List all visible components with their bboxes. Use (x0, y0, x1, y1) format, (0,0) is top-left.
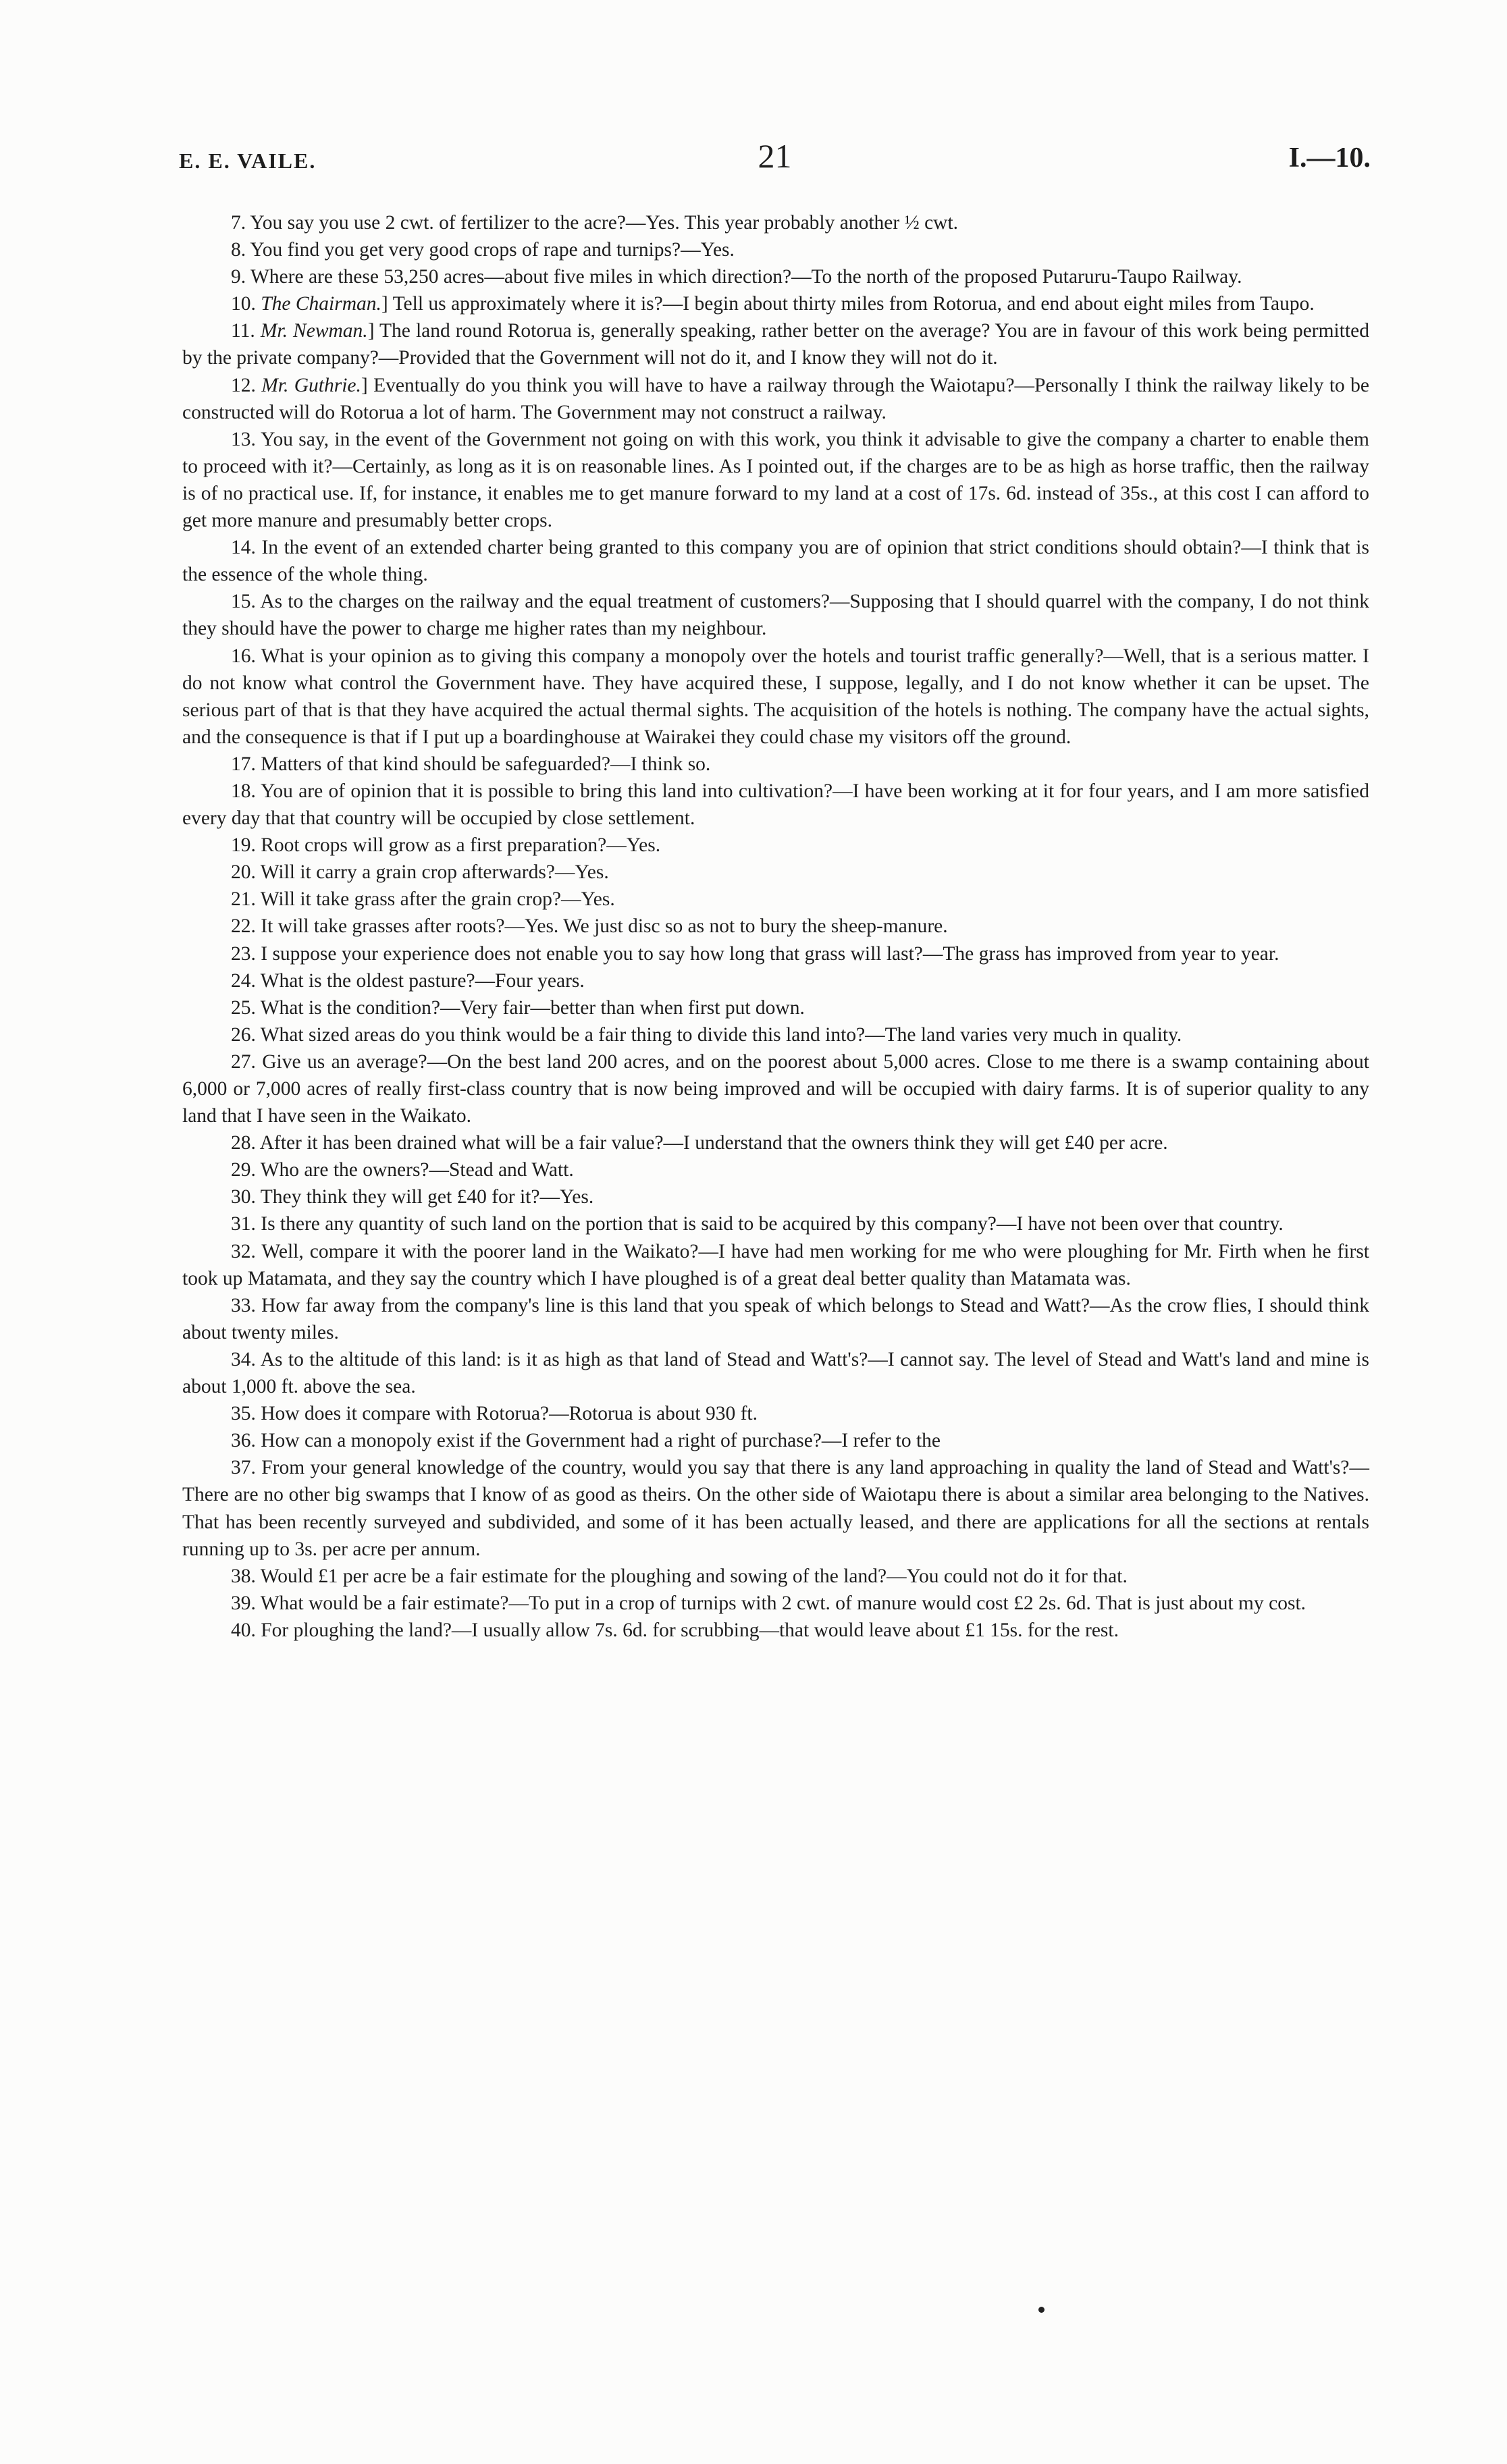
paragraph-text: ] Tell us approximately where it is?—I begin about thirty miles from Rotorua, and end about eight miles from Taupo. (381, 293, 1315, 315)
question-answer-paragraph: 37. From your general knowledge of the country, would you say that there is any land approaching in quality the land of Stead and Watt's?—There are no other big swamps that I know of as good as theirs. On the other side of Waiotapu there is about a similar area belonging to the Natives. That has been recently surveyed and subdivided, and some of it has been actually leased, and there are applications for all the sections at rentals running up to 3s. per acre per annum. (182, 1457, 1369, 1560)
question-answer-paragraph: 36. How can a monopoly exist if the Government had a right of purchase?—I refer to the (231, 1430, 941, 1452)
question-answer-paragraph: 32. Well, compare it with the poorer land in the Waikato?—I have had men working for me who were ploughing for Mr. Firth when he first took up Matamata, and they say the country which I have ploughed is of a great deal better quality than Matamata was. (182, 1240, 1369, 1289)
question-answer-paragraph: 13. You say, in the event of the Government not going on with this work, you think it advisable to give the company a charter to enable them to proceed with it?—Certainly, as long as it is on reasonable lines. As I pointed out, if the charges are to be as high as horse traffic, then the railway is of no practical use. If, for instance, it enables me to get manure forward to my land at a cost of 17s. 6d. instead of 35s., at this cost I can afford to get more manure and presumably better crops. (182, 428, 1369, 532)
question-answer-paragraph: 38. Would £1 per acre be a fair estimate for the ploughing and sowing of the land?—You could not do it for that. (231, 1565, 1128, 1587)
question-answer-paragraph: 26. What sized areas do you think would be a fair thing to divide this land into?—The land varies very much in quality. (231, 1023, 1182, 1046)
question-answer-paragraph: 35. How does it compare with Rotorua?—Rotorua is about 930 ft. (231, 1403, 758, 1425)
page-header (179, 136, 1371, 184)
paragraph-prefix: 10. (231, 293, 261, 315)
paragraph-text: ] The land round Rotorua is, generally speaking, rather better on the average? You are in favour of this work being permitted by the private company?—Provided that the Government will not do it, and I know they will not do it. (182, 320, 1369, 369)
question-answer-paragraph: 7. You say you use 2 cwt. of fertilizer to the acre?—Yes. This year probably another ½ cwt. (231, 212, 959, 234)
question-answer-paragraph: 39. What would be a fair estimate?—To put in a crop of turnips with 2 cwt. of manure would cost £2 2s. 6d. That is just about my cost. (231, 1592, 1306, 1614)
question-answer-paragraph: 23. I suppose your experience does not enable you to say how long that grass will last?—The grass has improved from year to year. (231, 942, 1279, 965)
question-answer-paragraph: 33. How far away from the company's line is this land that you speak of which belongs to Stead and Watt?—As the crow flies, I should think about twenty miles. (182, 1294, 1369, 1343)
question-answer-paragraph: 29. Who are the owners?—Stead and Watt. (231, 1159, 574, 1181)
question-answer-paragraph: 30. They think they will get £40 for it?—Yes. (231, 1186, 594, 1208)
question-answer-paragraph (182, 290, 1369, 317)
speaker-name: The Chairman. (261, 293, 381, 315)
question-answer-paragraph: 8. You find you get very good crops of rape and turnips?—Yes. (231, 239, 735, 261)
witness-name: E. E. VAILE. (179, 149, 317, 173)
speaker-name: Mr. Guthrie. (261, 374, 361, 396)
question-answer-paragraph: 34. As to the altitude of this land: is it as high as that land of Stead and Watt's?—I cannot say. The level of Stead and Watt's land and mine is about 1,000 ft. above the sea. (182, 1348, 1369, 1398)
question-answer-paragraph (182, 317, 1369, 371)
question-answer-paragraph: 20. Will it carry a grain crop afterwards?—Yes. (231, 861, 609, 884)
paragraph-prefix: 11. (231, 320, 261, 342)
speaker-name: Mr. Newman. (260, 320, 368, 342)
question-answer-paragraph: 15. As to the charges on the railway and the equal treatment of customers?—Supposing that I should quarrel with the company, I do not think they should have the power to charge me higher rates than my neighbour. (182, 591, 1369, 640)
question-answer-paragraph: 21. Will it take grass after the grain crop?—Yes. (231, 888, 615, 911)
question-answer-paragraph: 19. Root crops will grow as a first preparation?—Yes. (231, 834, 661, 857)
page-number: 21 (758, 137, 792, 175)
question-answer-paragraph: 18. You are of opinion that it is possible to bring this land into cultivation?—I have been working at it for four years, and I am more satisfied every day that that country will be occupied by close settlement. (182, 780, 1369, 830)
question-answer-paragraph: 16. What is your opinion as to giving this company a monopoly over the hotels and tourist traffic generally?—Well, that is a serious matter. I do not know what control the Government have. They have acquired these, I suppose, legally, and I do not know whether it can be upset. The serious part of that is that they have acquired the actual thermal sights. The acquisition of the hotels is nothing. The company have the actual sights, and the consequence is that if I put up a boardinghouse at Wairakei they could chase my visitors off the ground. (182, 645, 1369, 748)
question-answer-paragraph: 25. What is the condition?—Very fair—better than when first put down. (231, 996, 805, 1019)
question-answer-paragraph: 22. It will take grasses after roots?—Yes. We just disc so as not to bury the sheep-manure. (231, 915, 948, 938)
paragraph-text: ] Eventually do you think you will have to have a railway through the Waiotapu?—Personally I think the railway likely to be constructed will do Rotorua a lot of harm. The Government may not construct a railway. (182, 374, 1370, 423)
question-answer-paragraph: 28. After it has been drained what will be a fair value?—I understand that the owners think they will get £40 per acre. (231, 1132, 1168, 1154)
question-answer-paragraph: 17. Matters of that kind should be safeguarded?—I think so. (231, 753, 711, 775)
ink-speck (1038, 2307, 1045, 2313)
paragraph-prefix: 12. (231, 374, 262, 396)
question-answer-paragraph: 40. For ploughing the land?—I usually allow 7s. 6d. for scrubbing—that would leave about £1 15s. for the rest. (231, 1619, 1119, 1641)
question-answer-paragraph (182, 372, 1369, 426)
question-answer-paragraph: 27. Give us an average?—On the best land 200 acres, and on the poorest about 5,000 acres. Close to me there is a swamp containing about 6,000 or 7,000 acres of really first-class country that is now being improved and will be occupied with dairy farms. It is of superior quality to any land that I have seen in the Waikato. (182, 1050, 1369, 1127)
document-reference: I.—10. (1288, 142, 1371, 173)
question-answer-paragraph: 9. Where are these 53,250 acres—about five miles in which direction?—To the north of the proposed Putaruru-Taupo Railway. (231, 266, 1242, 288)
question-answer-paragraph: 31. Is there any quantity of such land on the portion that is said to be acquired by this company?—I have not been over that country. (231, 1213, 1284, 1235)
question-answer-paragraph: 14. In the event of an extended charter being granted to this company you are of opinion that strict conditions should obtain?—I think that is the essence of the whole thing. (182, 537, 1369, 586)
question-answer-paragraph: 24. What is the oldest pasture?—Four years. (231, 969, 585, 992)
document-body (182, 209, 1369, 1644)
